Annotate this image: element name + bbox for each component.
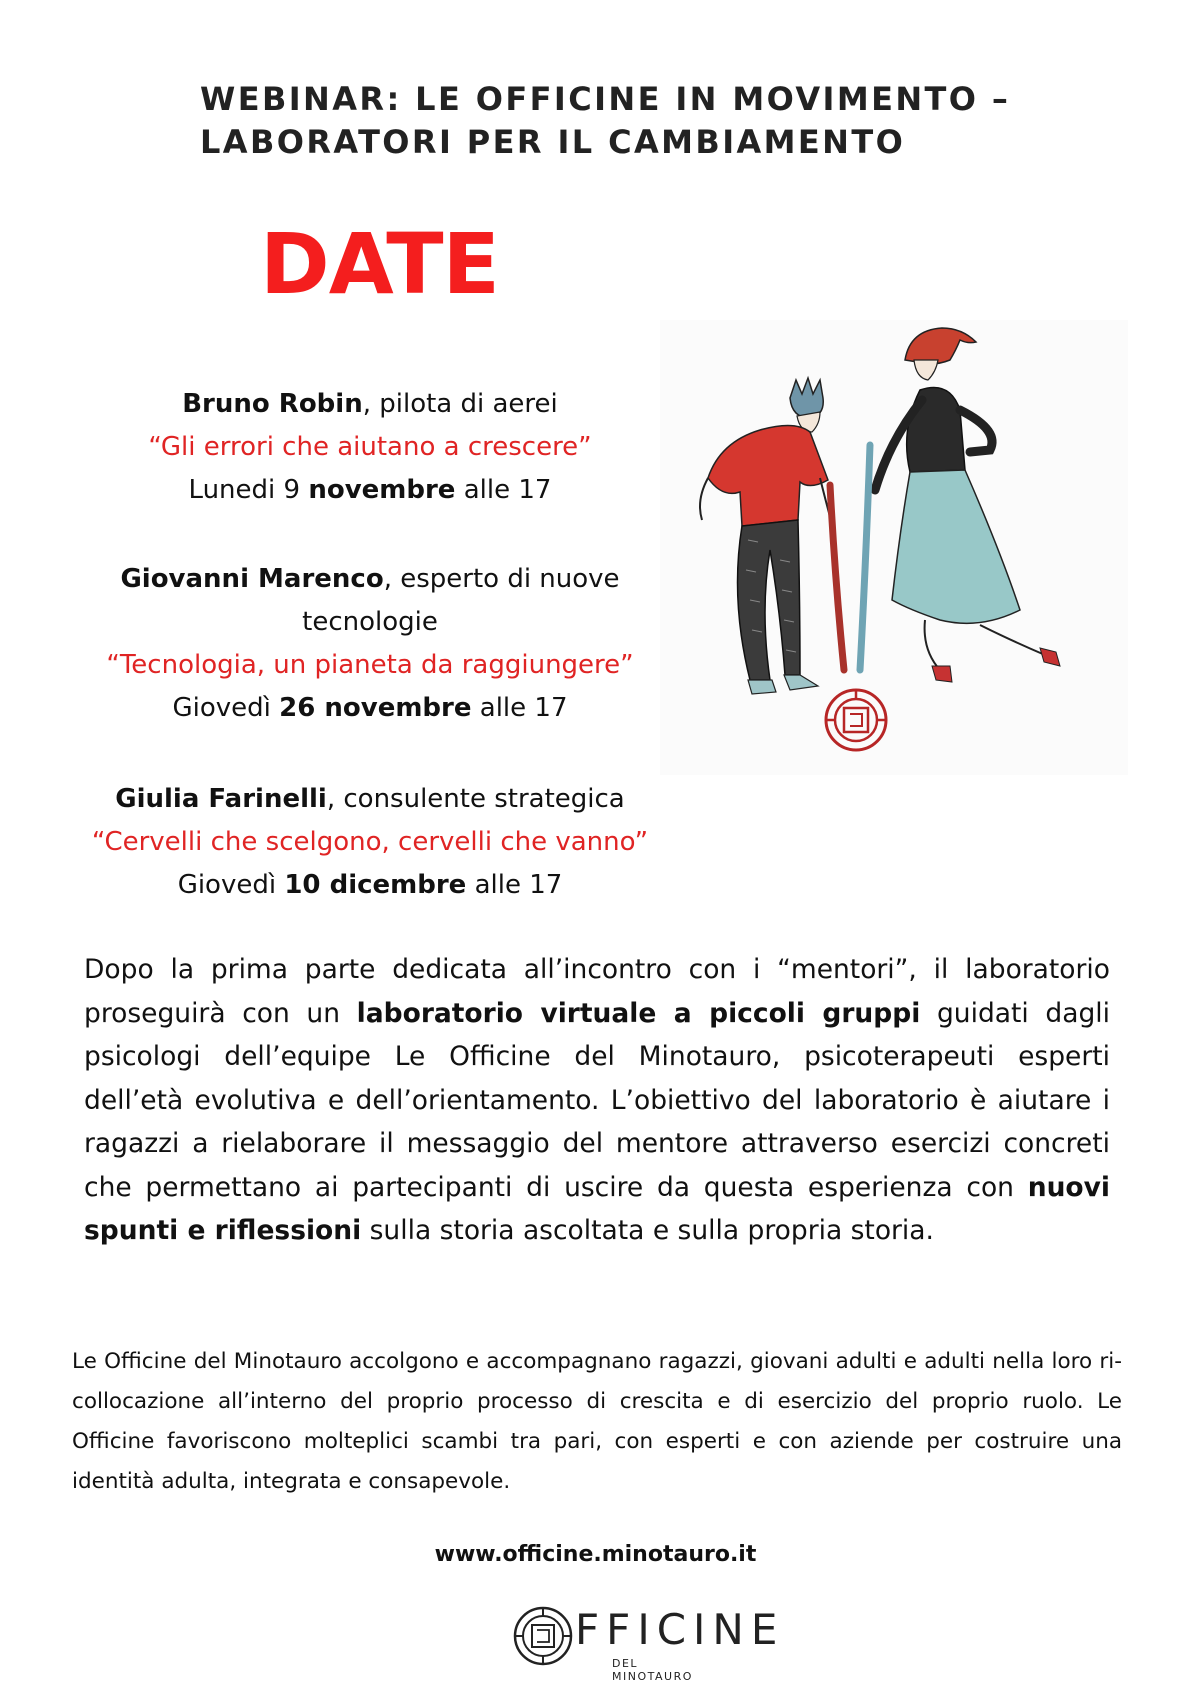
labyrinth-icon	[512, 1605, 574, 1667]
event-1	[60, 383, 680, 512]
speaker-name: Bruno Robin	[182, 389, 363, 419]
two-figures-illustration	[660, 320, 1128, 775]
event-time: alle 17	[466, 870, 563, 900]
page-title	[200, 78, 1100, 164]
date-heading: DATE	[260, 215, 499, 313]
woman-figure	[860, 328, 1060, 682]
talk-title: “Gli errori che aiutano a crescere”	[148, 432, 592, 462]
title-line-2: LABORATORI PER IL CAMBIAMENTO	[200, 123, 906, 161]
logo-subtitle: DEL MINOTAURO	[612, 1657, 693, 1683]
event-time: alle 17	[455, 475, 552, 505]
event-day: Giovedì	[177, 870, 285, 900]
description-part-1: Dopo la prima parte dedicata all’incontro con i “mentori”, il laboratorio proseguirà con un	[84, 954, 1110, 1029]
event-time: alle 17	[471, 693, 568, 723]
event-speaker-line	[60, 383, 680, 426]
speaker-role: , esperto di nuove	[383, 564, 620, 594]
event-3	[60, 778, 680, 907]
event-date	[60, 687, 680, 730]
description-bold-2: nuovi spunti e riflessioni	[84, 1171, 1110, 1246]
description-part-3: sulla storia ascoltata e sulla propria storia.	[361, 1215, 934, 1246]
speaker-role-continued: tecnologie	[302, 607, 438, 637]
logo-wordmark: FFICINE	[575, 1605, 785, 1654]
labyrinth-stamp-icon	[826, 690, 886, 750]
speaker-role: , consulente strategica	[326, 784, 625, 814]
event-date	[60, 469, 680, 512]
event-day: Lunedi 9	[188, 475, 309, 505]
talk-title: “Tecnologia, un pianeta da raggiungere”	[106, 650, 634, 680]
event-date-bold: 10 dicembre	[284, 870, 467, 900]
event-date-bold: novembre	[308, 475, 456, 505]
description-paragraph	[84, 948, 1110, 1253]
description-part-2: guidati dagli psicologi dell’equipe Le Officine del Minotauro, psicoterapeuti esperti dell’età evolutiva e dell’orientamento. L’obiettivo del laboratorio è aiutare i ragazzi a rielaborare il messaggio del mentore attraverso esercizi concreti che permettano ai partecipanti di uscire da questa esperienza con	[84, 997, 1111, 1203]
event-day: Giovedì	[172, 693, 280, 723]
two-figures-with-sticks-illustration	[660, 320, 1128, 775]
speaker-name: Giovanni Marenco	[120, 564, 384, 594]
man-figure	[700, 378, 844, 694]
officine-logo	[512, 1603, 785, 1683]
speaker-name: Giulia Farinelli	[115, 784, 327, 814]
talk-title: “Cervelli che scelgono, cervelli che vanno”	[91, 827, 649, 857]
event-date-bold: 26 novembre	[279, 693, 472, 723]
event-2	[60, 558, 680, 730]
website-link[interactable]: www.officine.minotauro.it	[434, 1542, 757, 1567]
event-date	[60, 864, 680, 907]
description-bold-1: laboratorio virtuale a piccoli gruppi	[356, 997, 921, 1029]
event-speaker-line	[60, 558, 680, 601]
speaker-role: , pilota di aerei	[362, 389, 558, 419]
about-paragraph: Le Officine del Minotauro accolgono e accompagnano ragazzi, giovani adulti e adulti nella loro ri-collocazione all’interno del proprio processo di crescita e di esercizio del proprio ruolo. Le Officine favoriscono molteplici scambi tra pari, con esperti e con aziende per costruire una identità adulta, integrata e consapevole.	[72, 1349, 1122, 1494]
title-line-1: WEBINAR: LE OFFICINE IN MOVIMENTO –	[200, 80, 1011, 118]
event-speaker-line	[60, 778, 680, 821]
